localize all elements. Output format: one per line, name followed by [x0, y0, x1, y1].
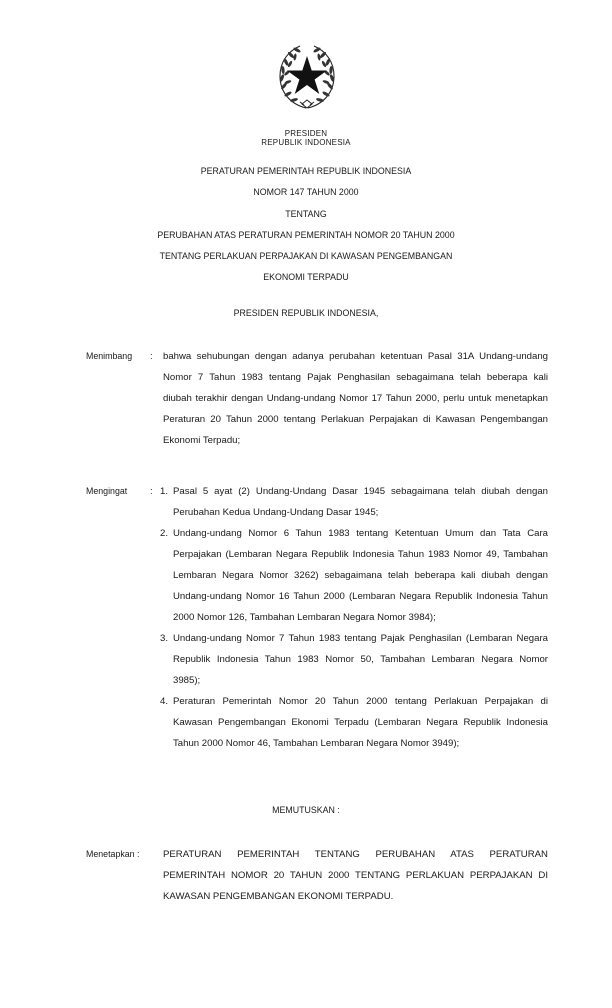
menetapkan-text	[163, 844, 548, 907]
regulation-tentang: TENTANG	[285, 209, 327, 220]
text-line: Undang-undang Nomor 7 Tahun 1983 tentang Pajak Penghasilan (Lembaran Negara	[173, 633, 548, 644]
regulation-title: PERATURAN PEMERINTAH REPUBLIK INDONESIA	[200, 166, 412, 177]
text-line: Lembaran Negara Nomor 3262) sebagaimana telah beberapa kali diubah dengan	[173, 570, 548, 581]
text-line: Peraturan Pemerintah Nomor 20 Tahun 2000 tentang Perlakuan Perpajakan di	[173, 696, 548, 707]
menetapkan-label: Menetapkan :	[86, 849, 140, 860]
text-line: Undang-undang Nomor 16 Tahun 2000 (Lembaran Negara Republik Indonesia Tahun	[173, 591, 548, 602]
text-line: 2000 Nomor 126, Tambahan Lembaran Negara Nomor 3984);	[173, 612, 436, 623]
issuer-heading: PRESIDEN REPUBLIK INDONESIA,	[233, 308, 379, 319]
mengingat-label: Mengingat	[86, 486, 128, 497]
menimbang-colon: :	[150, 351, 153, 362]
text-line: Perubahan Kedua Undang-Undang Dasar 1945;	[173, 507, 379, 518]
list-item-number: 4.	[160, 696, 169, 707]
text-line: diubah terakhir dengan Undang-undang Nomor 17 Tahun 2000, perlu untuk menetapkan	[163, 393, 548, 404]
text-line: Ekonomi Terpadu;	[163, 435, 241, 446]
list-item	[160, 523, 548, 628]
text-line: Peraturan 20 Tahun 2000 tentang Perlakuan Perpajakan di Kawasan Pengembangan	[163, 414, 548, 425]
text-line: Kawasan Pengembangan Ekonomi Terpadu (Lembaran Negara Republik Indonesia	[173, 717, 548, 728]
regulation-subject-line1: PERUBAHAN ATAS PERATURAN PEMERINTAH NOMOR 20 TAHUN 2000	[157, 230, 455, 241]
list-item-number: 2.	[160, 528, 169, 539]
text-line: Perpajakan (Lembaran Negara Republik Indonesia Tahun 1983 Nomor 49, Tambahan	[173, 549, 548, 560]
regulation-number: NOMOR 147 TAHUN 2000	[253, 187, 359, 198]
text-line: Nomor 7 Tahun 1983 tentang Pajak Penghasilan sebagaimana telah beberapa kali	[163, 372, 548, 383]
text-line: bahwa sehubungan dengan adanya perubahan ketentuan Pasal 31A Undang-undang	[163, 351, 548, 362]
memutuskan-heading: MEMUTUSKAN :	[272, 805, 340, 816]
seal-caption-presiden: PRESIDEN	[284, 129, 328, 138]
list-item	[160, 628, 548, 691]
text-line: Undang-undang Nomor 6 Tahun 1983 tentang Ketentuan Umum dan Tata Cara	[173, 528, 548, 539]
text-line: PERATURAN PEMERINTAH TENTANG PERUBAHAN ATAS PERATURAN	[163, 849, 548, 860]
seal-caption-republik: REPUBLIK INDONESIA	[261, 138, 351, 147]
menimbang-text	[163, 346, 548, 451]
regulation-subject-line3: EKONOMI TERPADU	[263, 272, 349, 283]
text-line: KAWASAN PENGEMBANGAN EKONOMI TERPADU.	[163, 891, 394, 902]
text-line: PEMERINTAH NOMOR 20 TAHUN 2000 TENTANG PERLAKUAN PERPAJAKAN DI	[163, 870, 548, 881]
list-item	[160, 691, 548, 754]
text-line: Tahun 2000 Nomor 46, Tambahan Lembaran Negara Nomor 3949);	[173, 738, 460, 749]
text-line: 3985);	[173, 675, 201, 686]
mengingat-list	[160, 481, 548, 754]
regulation-subject-line2: TENTANG PERLAKUAN PERPAJAKAN DI KAWASAN PENGEMBANGAN	[159, 251, 453, 262]
menimbang-label: Menimbang	[86, 351, 133, 362]
text-line: Republik Indonesia Tahun 1983 Nomor 50, Tambahan Lembaran Negara Nomor	[173, 654, 548, 665]
list-item	[160, 481, 548, 523]
list-item-number: 1.	[160, 486, 169, 497]
presidential-seal-icon	[276, 42, 338, 112]
list-item-number: 3.	[160, 633, 169, 644]
text-line: Pasal 5 ayat (2) Undang-Undang Dasar 1945 sebagaimana telah diubah dengan	[173, 486, 548, 497]
mengingat-colon: :	[150, 486, 153, 497]
